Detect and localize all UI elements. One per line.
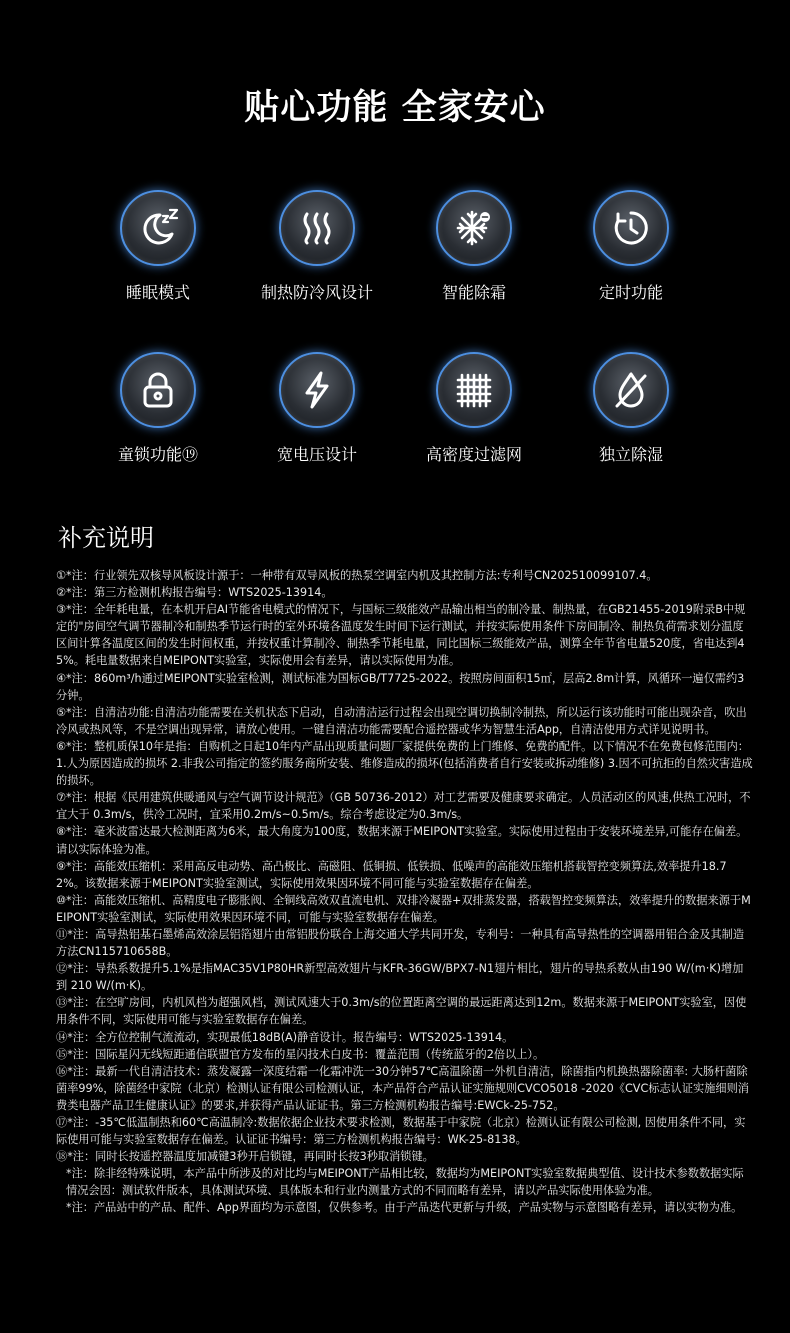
feature-smart-defrost bbox=[384, 190, 564, 303]
note-item: *注：除非经特殊说明，本产品中所涉及的对比均与MEIPONT产品相比较，数据均为MEIPONT实验室数据典型值、设计技术参数数据实际情况会因：测试软件版本，具体测试环境、具体版本和行业内测量方式的不同而略有差异，请以产品实际使用体验为准。 bbox=[66, 1167, 744, 1198]
feature-timer bbox=[541, 190, 721, 303]
feature-heating-anti-cold-air bbox=[227, 190, 407, 303]
notes-section-title: 补充说明 bbox=[58, 524, 154, 552]
feature-label: 制热防冷风设计 bbox=[260, 283, 373, 302]
note-item: ①*注：行业领先双核导风板设计源于：一种带有双导风板的热泵空调室内机及其控制方法:专利号CN202510099107.4。 bbox=[56, 569, 658, 582]
note-item: ⑥*注：整机质保10年是指：自购机之日起10年内产品出现质量问题厂家提供免费的上门维修、免费的配件。以下情况不在免费包修范围内：1.人为原因造成的损坏 2.非我公司指定的签约服务商所安装、维修造成的损坏(包括消费者自行安装或拆动维修) 3.因不可抗拒的自然灾害造成的损坏。 bbox=[56, 739, 753, 788]
water-drop-icon bbox=[593, 352, 669, 428]
note-item: ⑤*注：自清洁功能:自清洁功能需要在关机状态下启动，自动清洁运行过程会出现空调切换制冷制热，所以运行该功能时可能出现杂音，吹出冷风或热风等，不是空调出现异常，请放心使用。一键自清洁功能需要配合遥控器或华为智慧生活App，自清洁使用方式详见说明书。 bbox=[56, 705, 747, 736]
feature-label: 童锁功能⑲ bbox=[117, 445, 198, 464]
note-item: ⑱*注：同时长按遥控器温度加减键3秒开启锁键，再同时长按3秒取消锁键。 bbox=[56, 1150, 434, 1164]
feature-label: 智能除霜 bbox=[441, 283, 506, 302]
timer-icon bbox=[593, 190, 669, 266]
note-item: ④*注：860m³/h通过MEIPONT实验室检测，测试标准为国标GB/T7725-2022。按照房间面积15㎡，层高2.8m计算，风循环一遍仅需约3分钟。 bbox=[56, 671, 745, 702]
lightning-icon bbox=[279, 352, 355, 428]
feature-independent-dehumidify bbox=[541, 352, 721, 465]
notes-list bbox=[56, 567, 754, 1217]
feature-label: 高密度过滤网 bbox=[425, 445, 522, 464]
feature-high-density-filter bbox=[384, 352, 564, 465]
heat-waves-icon bbox=[279, 190, 355, 266]
page-title: 贴心功能 全家安心 bbox=[244, 88, 546, 128]
note-item: ⑯*注：最新一代自清洁技术：蒸发凝露一深度结霜一化霜冲洗一30分钟57℃高温除菌一外机自清洁，除菌指内机换热器除菌率: 大肠杆菌除菌率99%，除菌经中家院（北京）检测认证有限公司检测认证，本产品符合产品认证实施规则CVCO5018 -2020《CVC标志认证实施细则消费类电器产品卫生健康认证》的要求,并获得产品认证证书。第三方检测机构报告编号:EWCk-25-752。 bbox=[56, 1064, 749, 1112]
feature-label: 睡眠模式 bbox=[125, 283, 190, 302]
sleep-moon-icon bbox=[120, 190, 196, 266]
filter-grid-icon bbox=[436, 352, 512, 428]
note-item: ②*注：第三方检测机构报告编号：WTS2025-13914。 bbox=[56, 586, 333, 600]
note-item: ⑨*注：高能效压缩机：采用高反电动势、高凸极比、高磁阻、低铜损、低铁损、低噪声的高能效压缩机搭载智控变频算法,效率提升18.72%。该数据来源于MEIPONT实验室测试，实际使用效果因环境不同可能与实验室数据存在偏差。 bbox=[56, 859, 727, 890]
note-item: ⑭*注：全方位控制气流流动，实现最低18dB(A)静音设计。报告编号：WTS2025-13914。 bbox=[56, 1030, 514, 1044]
note-item: ⑦*注：根据《民用建筑供暖通风与空气调节设计规范》（GB 50736-2012）对工艺需要及健康要求确定。人员活动区的风速,供热工况时，不宜大于 0.3m/s，供冷工况时，宜采用0.2m/s~0.5m/s。综合考虑设定为0.3m/s。 bbox=[56, 791, 751, 822]
feature-wide-voltage bbox=[227, 352, 407, 465]
note-item: ⑮*注：国际星闪无线短距通信联盟官方发布的星闪技术白皮书：覆盖范围（传统蓝牙的2倍以上）。 bbox=[56, 1047, 545, 1061]
note-item: ⑩*注：高能效压缩机、高精度电子膨胀阀、全铜线高效双直流电机、双排冷凝器+双排蒸发器，搭载智控变频算法，效率提升的数据来源于MEIPONT实验室测试，实际使用效果因环境不同，可能与实验室数据存在偏差。 bbox=[56, 893, 751, 924]
note-item: ⑬*注：在空旷房间，内机风档为超强风档，测试风速大于0.3m/s的位置距离空调的最远距离达到12m。数据来源于MEIPONT实验室，因使用条件不同，实际使用可能与实验室数据存在偏差。 bbox=[56, 996, 747, 1027]
lock-icon bbox=[120, 352, 196, 428]
note-item: ⑰*注：-35℃低温制热和60℃高温制冷:数据依据企业技术要求检测，数据基于中家院（北京）检测认证有限公司检测, 因使用条件不同，实际使用可能与实验室数据存在偏差。认证证书编号：第三方检测机构报告编号：WK-25-8138。 bbox=[56, 1116, 746, 1147]
snowflake-icon bbox=[436, 190, 512, 266]
note-item: ⑪*注：高导热铝基石墨烯高效涂层铝箔翅片由常铝股份联合上海交通大学共同开发，专利号：一种具有高导热性的空调器用铝合金及其制造方法CN115710658B。 bbox=[56, 927, 745, 959]
feature-sleep-mode bbox=[68, 190, 248, 303]
note-item: *注：产品站中的产品、配件、App界面均为示意图，仅供参考。由于产品迭代更新与升级，产品实物与示意图略有差异，请以实物为准。 bbox=[66, 1201, 743, 1215]
feature-label: 宽电压设计 bbox=[276, 445, 357, 464]
feature-label: 独立除湿 bbox=[598, 445, 663, 464]
feature-child-lock bbox=[68, 352, 248, 465]
note-item: ⑫*注：导热系数提升5.1%是指MAC35V1P80HR新型高效翅片与KFR-36GW/BPX7-N1翅片相比，翅片的导热系数从由190 W/(m·K)增加到 210 W/(m·K)。 bbox=[56, 962, 744, 993]
note-item: ⑧*注：毫米波雷达最大检测距离为6米，最大角度为100度，数据来源于MEIPONT实验室。实际使用过程由于安装环境差异,可能存在偏差。请以实际体验为准。 bbox=[56, 825, 748, 856]
feature-label: 定时功能 bbox=[598, 283, 663, 302]
note-item: ③*注：全年耗电量，在本机开启AI节能省电模式的情况下，与国标三级能效产品输出相当的制冷量、制热量，在GB21455-2019附录B中规定的"房间空气调节器制冷和制热季节运行时的室外环境各温度发生时间下运行测试，并按实际使用条件下房间制冷、制热负荷需求划分温度区间计算各温度区间的发生时间权重，并按权重计算制冷、制热季节耗电量，同比国标三级能效产品，测算全年节省电量520度，省电达到45%。耗电量数据来自MEIPONT实验室，实际使用会有差异，请以实际使用为准。 bbox=[56, 603, 746, 668]
